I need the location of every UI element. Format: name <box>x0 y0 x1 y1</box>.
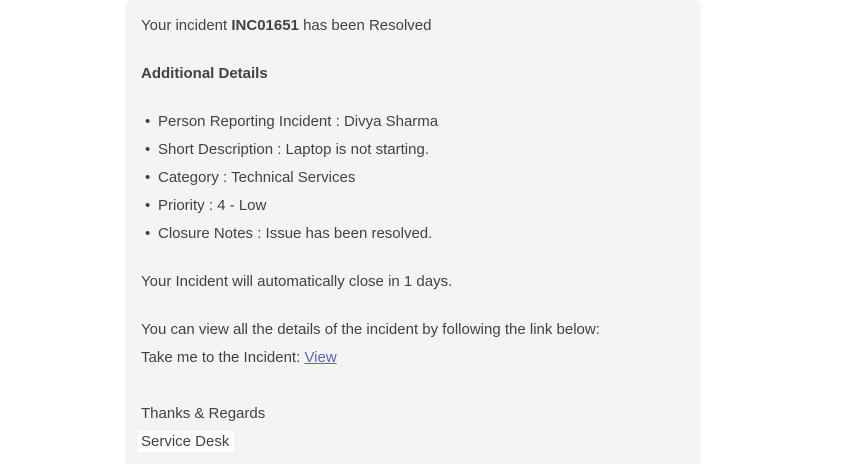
resolved-notice-suffix: has been Resolved <box>298 17 432 34</box>
view-link[interactable]: View <box>304 349 337 366</box>
incident-id: INC01651 <box>231 17 299 34</box>
detail-item-person-reporting: • Person Reporting Incident : Divya Sharma <box>141 108 685 136</box>
view-details-text: You can view all the details of the incident by following the link below: <box>141 321 600 338</box>
auto-close-text: Your Incident will automatically close in 1 days. <box>141 273 453 290</box>
link-paragraph <box>141 316 685 372</box>
signature-line2-highlight: Service Desk <box>138 431 234 452</box>
additional-details-heading: Additional Details <box>141 65 268 82</box>
detail-item-category: • Category : Technical Services <box>141 164 685 192</box>
detail-item-priority: • Priority : 4 - Low <box>141 192 685 220</box>
take-me-prefix: Take me to the Incident: <box>141 349 305 366</box>
message-card <box>125 0 701 464</box>
signature <box>141 400 685 456</box>
signature-line1: Thanks & Regards <box>141 405 266 422</box>
detail-item-short-description: • Short Description : Laptop is not starting. <box>141 136 685 164</box>
resolved-notice-prefix: Your incident <box>141 17 232 34</box>
resolved-notice <box>141 12 685 40</box>
details-list <box>141 108 685 248</box>
detail-item-closure-notes: • Closure Notes : Issue has been resolved. <box>141 220 685 248</box>
